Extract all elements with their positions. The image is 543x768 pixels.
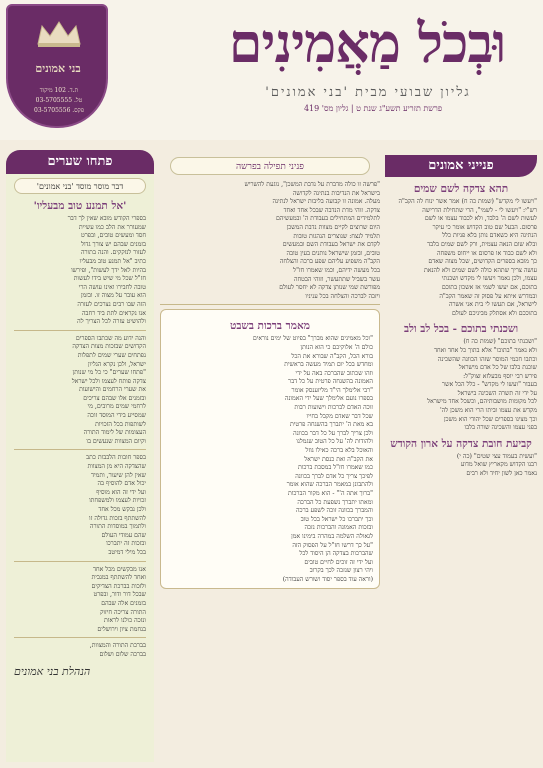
text-line: וקיום המצוות שנעשים בו (86, 437, 146, 445)
issue-meta: ת.ד. 102 מיקוד טל. 03-5705555 פקס. 03-5705556 (34, 87, 84, 114)
text-line: על ידי זה תשרה השכינה בישראל (457, 389, 537, 397)
text-line: "ועשית בעמוד עצי שטים" (כה י) (456, 452, 537, 460)
text-line: תלמיד לנצח: שנוצרים הנהגות טובות (293, 232, 380, 240)
text-line: בפני עצמו והשכינה שורה בלבו (464, 424, 537, 432)
text-line: בספרו נועם אלימלך שעל ידי האמונה (284, 395, 373, 403)
subtitle: גליון שבועי מבית 'בני אמונים' (265, 85, 471, 100)
left-closing (14, 642, 146, 658)
left-quote-title: 'אל תמנע טוב מבעליו' (33, 200, 127, 212)
text-line: מפורשת שמי שנותן צדקה לא יחסר לעולם (279, 284, 380, 292)
left-para1 (14, 215, 146, 326)
text-line: "ברוך אתה ה'" - הוא מקור הברכות (288, 490, 373, 497)
left-column-header: פתחו שערים (6, 150, 154, 174)
divider (14, 330, 146, 331)
left-para4 (14, 566, 146, 634)
text-line: העצומות של לימוד התורה (83, 429, 146, 437)
article1-title: תהא צדקה לשם שמים (413, 183, 509, 195)
text-line: צדקה. זוהי מדת הנדבה שבכל אחד ואחד (283, 206, 380, 214)
text-line: שהצדקה היא מן המצוות (87, 463, 146, 471)
text-line: ולהתבונן במאמר הברכה שהוא אומר (286, 481, 373, 489)
text-line: ולא לשם כבוד או פרסום או ייחוס משפחה (436, 249, 537, 257)
text-line: והאוכל בלא ברכה כאילו גוזל (305, 447, 373, 455)
text-line: ויזכה לברכה והצלחה בכל עניניו (305, 292, 380, 300)
text-line: הזה שבו רבים נצרכים לעזרה (77, 300, 146, 308)
text-line: ולתמוך במוסדות התורה (89, 523, 146, 531)
text-line: לעזור לנזקקים. והנה בתורה (81, 249, 146, 257)
text-line: לישראל, אם תעשו לי בית אני אשרה (448, 301, 537, 309)
text-line: צדקה פותח לעצמו ולכל ישראל (71, 377, 146, 385)
text-line: אנו מבקשים מכל אחד (93, 565, 146, 573)
main-title: וּבְכֹל מַאֲמִינִים (228, 11, 506, 75)
text-line: חז"ל שכל מי שיש בידו לעשות (73, 275, 146, 283)
text-line: לתלמידים המתחילים בעבודת ה' ובמעשיהם (275, 215, 380, 223)
text-line: "ושכנתי בתוכם" (שמות כה ח) (463, 338, 537, 346)
article3-title: קביעת חובת צדקה על ארון הקודש (390, 437, 532, 450)
text-line: הקדושים שבזכות מצות הצדקה (72, 343, 146, 351)
text-line: עושה צריך שתהא כולה לשם שמים ולא להנאת (423, 266, 537, 274)
text-line: זכויות לעצמו ולמשפחתו (89, 497, 146, 505)
middle-box-text (167, 335, 373, 583)
text-line: ישראל, ולכן נקרא הגליון (88, 360, 146, 368)
text-line: רש"י: "ויעשו לי - לשמי", הרי שתחילת הדרישה (422, 206, 537, 214)
divider (14, 561, 146, 562)
text-line: כתיב "אל תמנע טוב מבעליו (79, 257, 146, 265)
middle-column (160, 155, 380, 760)
text-line: "על כך דרשו חז"ל על הפסוק הזה (292, 541, 373, 549)
text-line: ויהי רצון שנזכה לכך בקרוב (309, 567, 373, 575)
text-line: הקב"ה משפיע עליהם שפע ברכה והצלחה (279, 258, 380, 266)
text-line: זוכה האדם לברכות וישועות רבות (294, 404, 373, 412)
text-line: וכך מצינו בספרים שכל יהודי הוא משכן (443, 415, 537, 423)
text-line: וכתבו חכמי המוסר שזהו הכוונה שהשכינה (437, 355, 537, 363)
left-column-subheader: דבר מוסר מוסד 'בני אמונים' (14, 178, 146, 194)
text-line: ולהושיט עזרה לכל הצריך לה (77, 318, 146, 326)
text-line: הנתינה היא כשאדם נותן בלא פניות כלל (442, 232, 537, 240)
middle-box-title: מאמר ברכות בשבט (230, 320, 310, 333)
text-line: התורה צריכה חיזוק (100, 608, 146, 616)
text-line: עשר בשביל שתתעשר, וזוהי הבטחה (293, 275, 380, 283)
text-line: שאין להן שיעור, ותמיד (91, 471, 146, 479)
divider (14, 449, 146, 450)
text-line: שוכנת בלבו של כל אדם מישראל (458, 364, 537, 372)
text-line: ולכן נבקש מכל אחד (98, 506, 146, 513)
left-column (6, 150, 154, 762)
text-line: ובזכות זה יתברכו (106, 540, 146, 548)
text-line: לפיכך צריך כל אדם לברך בכוונה (295, 472, 373, 480)
text-line: ולהודות לה' על כל הטוב שגמלנו (296, 438, 373, 446)
article1-text (385, 198, 537, 317)
text-line: ואחד להשתתף במגבית (91, 574, 146, 582)
text-line: טובה לחבירו ואינו עושה הרי (78, 283, 146, 291)
text-line: לקדם את ישראל בעבודת השם ובמעשים (282, 241, 380, 249)
text-line: בברכה שלום ושלום (99, 650, 146, 658)
signature: הנהלת בני אמונים (14, 664, 91, 678)
text-line: ומחדש בכל יום תמיד מעשה בראשית (284, 361, 373, 369)
text-line: כך מובא בספרים הקדושים, שכל מצוה שאדם (428, 258, 537, 266)
text-line: שמסייע בידי המוסד זוכה (87, 412, 146, 420)
text-line: ולכן צריך לברך על כל דבר בכוונה (293, 429, 373, 437)
text-line: לגאולה השלמה במהרה בימינו אמן (291, 532, 373, 540)
text-line: ועל ידי זה הוא מוסיף (96, 488, 146, 496)
text-line: כולם ה' אלוקיכם כי הוא הנותן (300, 343, 373, 351)
text-line: האמונה בהשגחה פרטית על כל דבר (288, 378, 373, 386)
text-line: ולא נאמר "בתוכו" אלא בתוך כל אחד ואחד (434, 346, 537, 354)
text-line: ובמדרש איתא על פסוק זה שאמר הקב"ה (439, 292, 537, 300)
text-line: "רבי אלימלך הי"ד מליזענסק אומר (291, 386, 373, 394)
text-line: ונזכה כולנו לראות (104, 617, 146, 625)
text-line: נאמר כאן לשון יחיד ולא רבים (466, 470, 537, 478)
text-line: והנה ידוע מה שכתבו הספרים (75, 334, 146, 342)
left-para2 (14, 335, 146, 446)
text-line: ומאתו יתברך נשפעת כל הברכה (297, 498, 373, 506)
text-line: רבנו הקדוש מקאריץ שואל מדוע (460, 461, 537, 469)
text-line: בהיות לאל ידך לעשות", ופירשו (71, 266, 146, 274)
text-line: טובים, ובזמן שישראל נותנים בעין טובה (286, 249, 380, 257)
text-line: בא מאת ה' יתברך בהשגחה פרטית (290, 421, 373, 429)
text-line: שהם עמודי העולם (101, 531, 146, 539)
text-line: וזהו שכתוב שהברכה באה על ידי (295, 369, 373, 377)
text-line: מקדש את עצמו וביתו הרי הוא משכן לה' (439, 407, 537, 415)
right-column-header: פנייני אמונים (385, 155, 537, 177)
text-line: את שערי הרחמים והישועות (79, 386, 146, 394)
text-line: להשתתף בזכות גדולה זו (89, 514, 146, 522)
text-line: מעלה. אמונה זו קבועה בליבות ישראל לנתינה (272, 198, 380, 206)
text-line: והמברך בכוונה זוכה לשפע ברכה (296, 507, 373, 515)
text-line: אנו נקראים לתת ביד רחבה (82, 309, 146, 317)
text-line: "וכל מאמינים שהוא מברך" בפיוט של ימים נוראים (252, 335, 373, 343)
logo-name: בני אמונים (35, 62, 81, 75)
text-line: פירש רבי יוסף מבעלזא זצוק"ל: (463, 372, 537, 380)
text-line: בזמנים אלה שבהם (101, 599, 146, 607)
masthead (0, 0, 543, 140)
text-line: כמו שאמרו חז"ל במסכת ברכות (297, 464, 373, 472)
text-line: פרסום. הבעל שם טוב הקדוש אומר כי עיקר (432, 223, 537, 231)
middle-box (160, 309, 380, 588)
text-line: וכך יתברכו כל ישראל בכל טוב (300, 515, 373, 523)
text-line: בספר חובות הלבבות כתב (86, 454, 146, 462)
text-line: את הקב"ה ואת כנסת ישראל (304, 455, 373, 463)
text-line: בכל מעשה ידיהם, וכמו שאמרו חז"ל (293, 266, 380, 274)
text-line: ובזמנים אלו שבהם צריכים (83, 394, 146, 402)
text-line: בספרי הקודש מובא שאין לך דבר (67, 215, 146, 222)
article3-text (385, 453, 537, 478)
text-line: חסד ומעשים טובים, ובפרט (80, 232, 146, 240)
middle-column-header: פניני תפילה בפרשה (170, 157, 370, 175)
text-line: הוא עובר על מצוה זו. ובזמן (80, 292, 146, 300)
crown-icon (34, 18, 84, 48)
text-line: לשותפות בכל הזכויות (95, 420, 146, 428)
text-line: שכל דבר שאדם מקבל בחייו (306, 412, 373, 420)
text-line: ובלא שום הנאה עצמית, ורק לשם שמים בלבד (427, 240, 537, 248)
text-line: ובזכות האמונה והברכות נזכה (304, 524, 373, 532)
parasha-line: פרשת תזריע תשע"ג שנת ט | גליון מס' 419 (303, 104, 443, 113)
text-line: לעשות לשם ה' בלבד, ולא לכבוד עצמו או לשם (424, 215, 537, 223)
divider (14, 637, 146, 638)
text-line: יכול אדם להוסיף בה (97, 480, 146, 488)
text-line: שמעורר את הלב כמו עשיית (78, 223, 146, 231)
text-line: בברכת התורה והמצוות, (89, 642, 146, 650)
text-line: לרחמי שמים מרובים, מי (87, 403, 146, 411)
logo-seal (6, 4, 108, 128)
right-column (385, 155, 537, 760)
text-line: שבכל דור ודור, ובפרט (93, 591, 146, 599)
text-line: היום שרוצים לקיים מצוות נדבת המשכן (286, 223, 380, 231)
divider (160, 304, 380, 305)
text-line: "פרשה זו כולה מדברת על נדבת המשכן", נוגעת להשריש (244, 181, 380, 188)
text-line: בזמנים שבהם יש צורך גדול (81, 240, 146, 248)
text-line: בעבור "ועשו לי מקדש" - כלל הכל אשר (442, 381, 537, 389)
text-line: בורא הכל, הקב"ה שבורא את הכל (291, 352, 373, 360)
text-line: ועל ידי זה זוכים לחיים טובים (304, 558, 373, 566)
text-line: בנחמת ציון וירושלים (97, 625, 146, 633)
left-para3 (14, 454, 146, 556)
text-line: בתוככם ולא אסתלק מביניכם לעולם (451, 309, 537, 317)
text-line: ולזכות בברכת הצדיקים (91, 582, 146, 590)
text-line: "פתחו שערים" כי כל מי שנותן (72, 369, 146, 377)
text-line: בתוכם, אם יעשו לשמי אז אשכון בתוכם (441, 283, 537, 291)
middle-intro-text (160, 181, 380, 300)
text-line: "ויעשו לי מקדש" (שמות כה ח) אמר אשר ינוח לה הקב"ה (398, 198, 537, 205)
text-line: בישראל את הנדיבות בנתינה לקדושה (292, 189, 380, 197)
article2-text (385, 338, 537, 432)
text-line: (וראה עוד בספר יסוד ושורש העבודה) (282, 575, 373, 583)
article2-title: ושכנתי בתוכם - בכל לב ולב (403, 323, 519, 336)
text-line: בכל מילי דמיטב (108, 548, 146, 556)
text-line: שהברכות בצדקה הן היסוד לכל (299, 550, 373, 558)
text-line: נפתחים שערי שמים לתפלות (77, 351, 146, 359)
text-line: לכל מקומות מושבותיהם, וכשכל אחד מישראל (427, 398, 537, 406)
text-line: עצמו, ולכן נאמר ויעשו לי מקדש ושכנתי (441, 275, 537, 283)
